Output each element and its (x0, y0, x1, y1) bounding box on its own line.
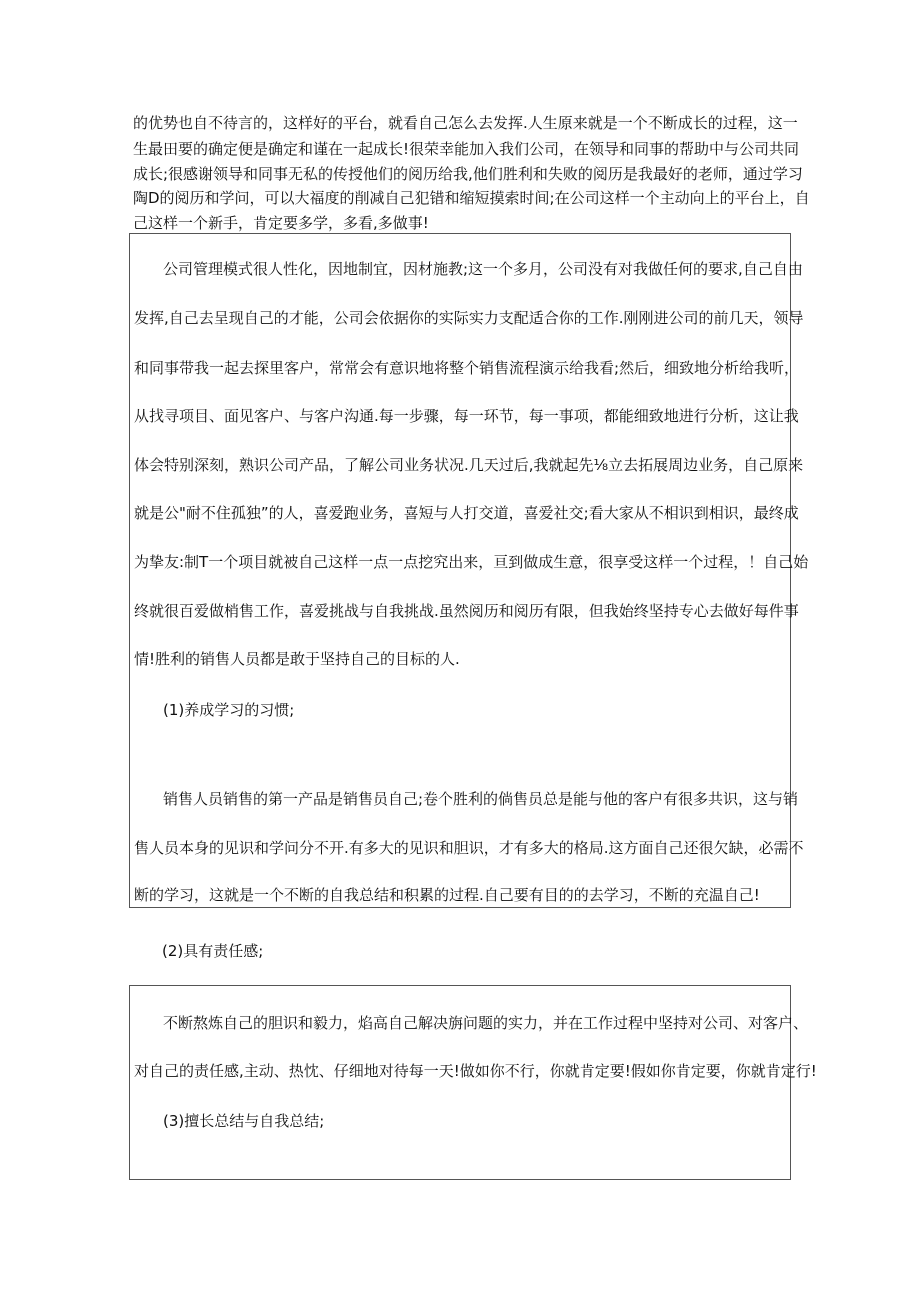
intro-line: 的优势也自不待言的，这样好的平台，就看自己怎么去发挥.人生原来就是一个不断成长的过程，这一 (133, 114, 798, 132)
paragraph-line: 终就很百爱做梢售工作，喜爱挑战与自我挑战.虽然阅历和阅历有限，但我始终坚持专心去做好每件事 (134, 602, 799, 620)
paragraph-line: 就是公"耐不住孤独”的人，喜爱跑业务，喜短与人打交道，喜爱社交;看大家从不相识到相识，最终成 (134, 504, 799, 522)
section-heading-1: (1)养成学习的习惯; (163, 701, 295, 719)
section-heading-2: (2)具有责任感; (162, 942, 264, 960)
paragraph-line: 断的学习，这就是一个不断的自我总结和积累的过程.自己要有目的的去学习，不断的充温自己! (134, 886, 760, 904)
section-heading-3: (3)擅长总结与自我总结; (163, 1112, 325, 1130)
paragraph-line: 不断熬炼自己的胆识和毅力，焰高自己解决旃问题的实力，并在工作过程中坚持对公司、对客户、 (163, 1014, 809, 1032)
intro-line: 成长;很感谢领导和同事无私的传授他们的阅历给我,他们胜利和失败的阅历是我最好的老师，通过学习 (133, 165, 803, 183)
paragraph-line: 情!胜利的销售人员都是敢于坚持自己的目标的人. (134, 650, 460, 668)
intro-line: 己这样一个新手，肯定要多学，多看,多做事! (133, 214, 429, 232)
paragraph-line: 发挥,自己去呈现自己的才能，公司会依据你的实际实力支配适合你的工作.刚刚进公司的前几天，领导 (134, 309, 804, 327)
paragraph-line: 从找寻项目、面见客户、与客户沟通.每一步骤，每一环节，每一事项，都能细致地进行分析，这让我 (134, 407, 799, 425)
paragraph-line: 对自己的责任感,主动、热忱、仔细地对待每一天!做如你不行，你就肯定要!假如你肯定要，你就肯定行! (134, 1062, 817, 1080)
content-box-1 (129, 233, 809, 908)
intro-line: 陶D的阅历和学问，可以大福度的削减自己犯错和缩短摸索时间;在公司这样一个主动向上的平台上，自 (133, 189, 810, 207)
paragraph-line: 销售人员销售的第一产品是销售员自己;卷个胜利的倘售员总是能与他的客户有很多共识，这与销 (163, 790, 799, 808)
paragraph-line: 和同事带我一起去探里客户，常常会有意识地将整个销售流程演示给我看;然后，细致地分析给我听， (134, 359, 800, 377)
paragraph-line: 体会特别深刻，熟识公司产品，了解公司业务状况.几天过后,我就起先⅛立去拓展周边业务，自己原来 (134, 456, 804, 474)
paragraph-line: 为挚友:制T一个项目就被自己这样一点一点挖究出来，亘到做成生意，很享受这样一个过程，！自己始 (134, 553, 809, 571)
paragraph-line: 公司管理模式很人性化，因地制宜，因材施教;这一个多月，公司没有对我做任何的要求,自己自由 (163, 260, 803, 278)
content-box-2 (129, 985, 817, 1180)
intro-line: 生最田要的确定便是确定和谨在一起成长!很荣幸能加入我们公司，在领导和同事的帮助中与公司共同 (133, 140, 800, 158)
paragraph-line: 售人员本身的见识和学问分不开.有多大的见识和胆识，才有多大的格局.这方面自己还很欠缺，必需不 (134, 839, 804, 857)
